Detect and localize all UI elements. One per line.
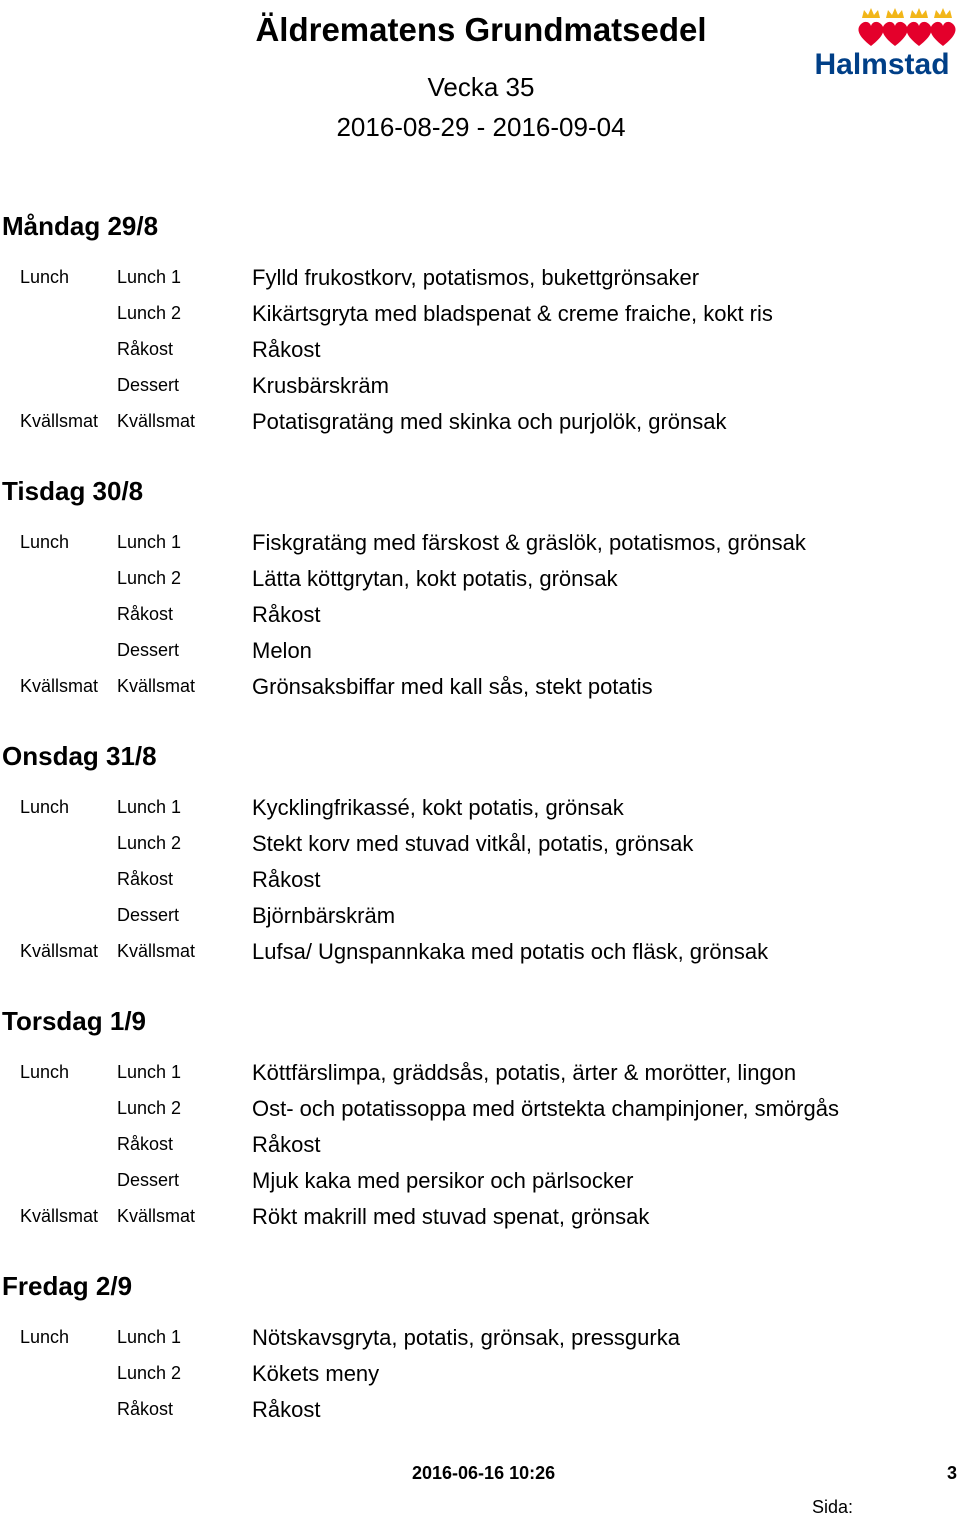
dish-name: Kikärtsgryta med bladspenat & creme fraiche, kokt ris: [252, 301, 773, 326]
day-heading: Måndag 29/8: [2, 211, 159, 241]
meal-option: Dessert: [117, 905, 180, 925]
dish-name: Mjuk kaka med persikor och pärlsocker: [252, 1168, 634, 1193]
dish-name: Råkost: [252, 1132, 321, 1157]
footer-printed-date: 2016-06-16 10:26: [412, 1463, 556, 1483]
week-label: Vecka 35: [427, 72, 535, 102]
day-heading: Fredag 2/9: [2, 1271, 133, 1301]
date-range: 2016-08-29 - 2016-09-04: [336, 112, 626, 142]
crown-icon: [862, 8, 952, 18]
meal-type: Lunch: [20, 797, 70, 817]
dish-name: Råkost: [252, 337, 321, 362]
meal-type: Lunch: [20, 1062, 70, 1082]
meal-option: Lunch 2: [117, 1363, 182, 1383]
day-heading: Tisdag 30/8: [2, 476, 144, 506]
dish-name: Fylld frukostkorv, potatismos, bukettgrönsaker: [252, 265, 700, 290]
meal-type: Kvällsmat: [20, 941, 99, 961]
dish-name: Grönsaksbiffar med kall sås, stekt potatis: [252, 674, 653, 699]
meal-option: Dessert: [117, 1170, 180, 1190]
footer-page-number: 3: [946, 1463, 957, 1483]
dish-name: Stekt korv med stuvad vitkål, potatis, grönsak: [252, 831, 694, 856]
meal-option: Lunch 1: [117, 532, 182, 552]
meal-option: Lunch 2: [117, 833, 182, 853]
day-heading: Torsdag 1/9: [2, 1006, 147, 1036]
meal-option: Råkost: [117, 1399, 174, 1419]
meal-option: Råkost: [117, 1134, 174, 1154]
meal-option: Dessert: [117, 640, 180, 660]
meal-option: Kvällsmat: [117, 1206, 196, 1226]
dish-name: Ost- och potatissoppa med örtstekta champinjoner, smörgås: [252, 1096, 839, 1121]
meal-option: Lunch 1: [117, 1062, 182, 1082]
meal-type: Kvällsmat: [20, 411, 99, 431]
dish-name: Krusbärskräm: [252, 373, 389, 398]
dish-name: Melon: [252, 638, 312, 663]
meal-type: Lunch: [20, 532, 70, 552]
meal-type: Lunch: [20, 267, 70, 287]
meal-option: Lunch 1: [117, 1327, 182, 1347]
page-title: Äldrematens Grundmatsedel: [255, 11, 707, 48]
dish-name: Råkost: [252, 1397, 321, 1422]
dish-name: Kycklingfrikassé, kokt potatis, grönsak: [252, 795, 624, 820]
meal-option: Kvällsmat: [117, 676, 196, 696]
dish-name: Råkost: [252, 867, 321, 892]
dish-name: Björnbärskräm: [252, 903, 396, 928]
meal-option: Lunch 1: [117, 797, 182, 817]
meal-option: Råkost: [117, 604, 174, 624]
meal-option: Råkost: [117, 869, 174, 889]
footer-page-label: Sida:: [812, 1497, 854, 1517]
dish-name: Lätta köttgrytan, kokt potatis, grönsak: [252, 566, 618, 591]
meal-option: Kvällsmat: [117, 411, 196, 431]
meal-option: Lunch 2: [117, 1098, 182, 1118]
logo-text: Halmstad: [814, 48, 950, 81]
dish-name: Köttfärslimpa, gräddsås, potatis, ärter & morötter, lingon: [252, 1060, 797, 1085]
dish-name: Fiskgratäng med färskost & gräslök, potatismos, grönsak: [252, 530, 806, 555]
dish-name: Potatisgratäng med skinka och purjolök, grönsak: [252, 409, 727, 434]
meal-option: Dessert: [117, 375, 180, 395]
meal-option: Kvällsmat: [117, 941, 196, 961]
halmstad-logo: [800, 2, 960, 82]
dish-name: Kökets meny: [252, 1361, 380, 1386]
meal-type: Lunch: [20, 1327, 70, 1347]
meal-option: Lunch 2: [117, 303, 182, 323]
dish-name: Råkost: [252, 602, 321, 627]
meal-option: Lunch 2: [117, 568, 182, 588]
heart-icon: [858, 22, 955, 46]
dish-name: Rökt makrill med stuvad spenat, grönsak: [252, 1204, 650, 1229]
meal-type: Kvällsmat: [20, 1206, 99, 1226]
meal-type: Kvällsmat: [20, 676, 99, 696]
dish-name: Lufsa/ Ugnspannkaka med potatis och fläsk, grönsak: [252, 939, 769, 964]
meal-option: Lunch 1: [117, 267, 182, 287]
day-heading: Onsdag 31/8: [2, 741, 157, 771]
dish-name: Nötskavsgryta, potatis, grönsak, pressgurka: [252, 1325, 680, 1350]
meal-option: Råkost: [117, 339, 174, 359]
